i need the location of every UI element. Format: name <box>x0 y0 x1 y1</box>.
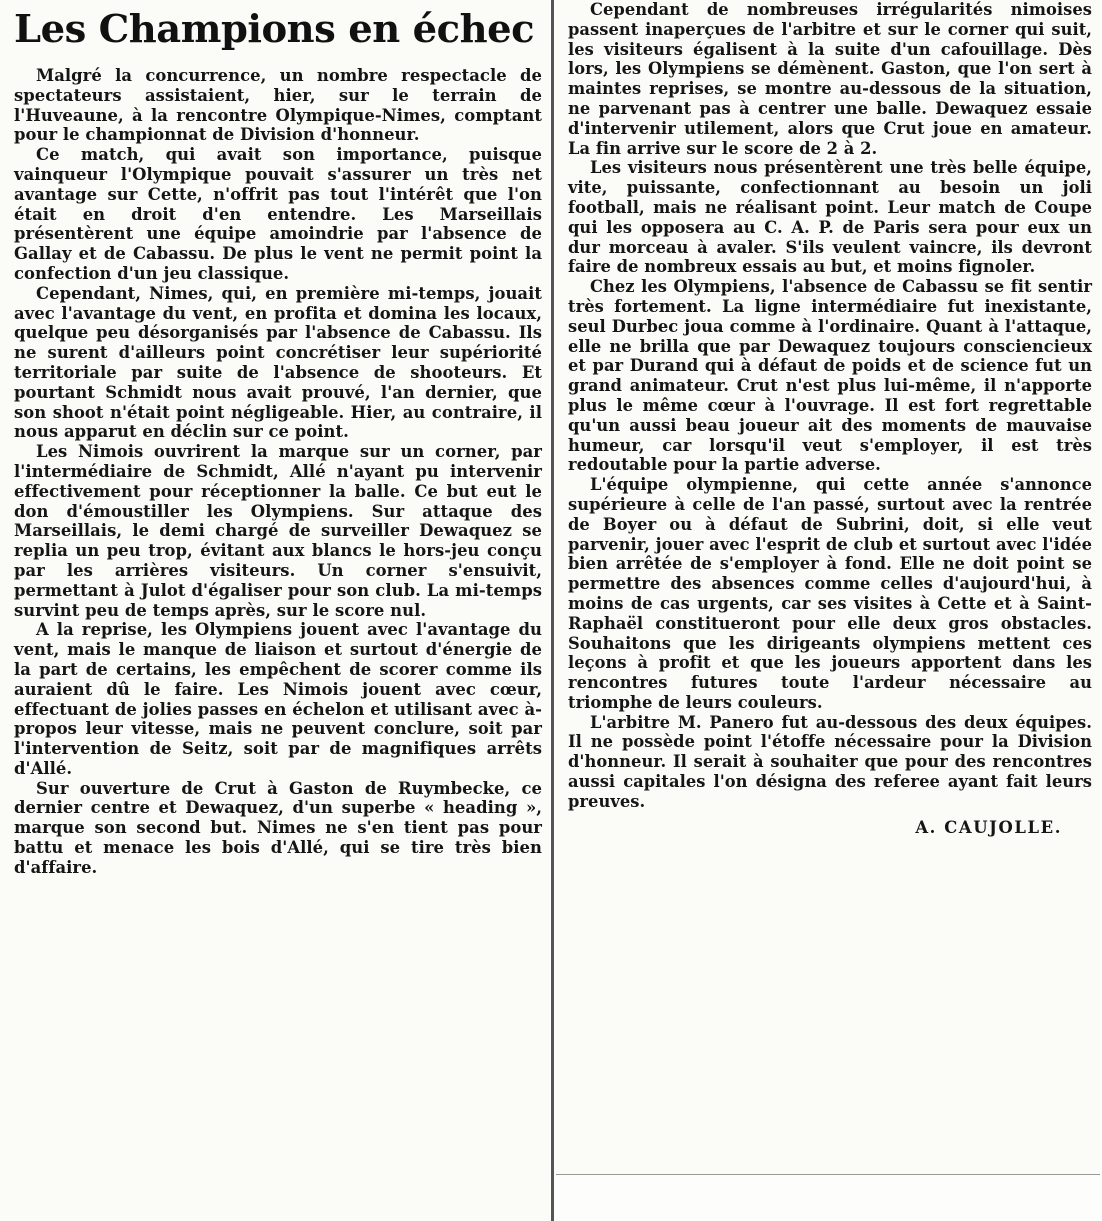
author-signature: A. CAUJOLLE. <box>915 817 1062 837</box>
left-column <box>0 0 550 1221</box>
headline: Les Champions en échec <box>14 7 535 52</box>
paragraph: Cependant, Nimes, qui, en première mi-temps, jouait avec l'avantage du vent, en profita et domina les locaux, quelque peu désorganisés par l'absence de Cabassu. Ils ne surent d'ailleurs point concrétiser leur supériorité territoriale par suite de l'absence de shooteurs. Et pourtant Schmidt nous avait prouvé, l'an dernier, que son shoot n'était point négligeable. Hier, au contraire, il nous apparut en déclin sur ce point. <box>14 283 542 442</box>
paragraph: L'arbitre M. Panero fut au-dessous des deux équipes. Il ne possède point l'étoffe nécessaire pour la Division d'honneur. Il serait à souhaiter que pour des rencontres aussi capitales l'on désigna des referee ayant fait leurs preuves. <box>568 712 1092 811</box>
paragraph: Chez les Olympiens, l'absence de Cabassu se fit sentir très fortement. La ligne intermédiaire fut inexistante, seul Durbec joua comme à l'ordinaire. Quant à l'attaque, elle ne brilla que par Dewaquez toujours consciencieux et par Durand qui à défaut de poids et de science fut un grand animateur. Crut n'est plus lui-même, il n'apporte plus le même cœur à l'ouvrage. Il est fort regrettable qu'un aussi beau joueur ait des moments de mauvaise humeur, car lorsqu'il veut s'employer, il est très redoutable pour la partie adverse. <box>568 277 1092 475</box>
paragraph: Ce match, qui avait son importance, puisque vainqueur l'Olympique pouvait s'assurer un très net avantage sur Cette, n'offrit pas tout l'intérêt que l'on était en droit d'en entendre. Les Marseillais présentèrent une équipe amoindrie par l'absence de Gallay et de Cabassu. De plus le vent ne permit point la confection d'un jeu classique. <box>14 145 542 283</box>
paragraph: Malgré la concurrence, un nombre respectacle de spectateurs assistaient, hier, sur le terrain de l'Huveaune, à la rencontre Olympique-Nimes, comptant pour le championnat de Division d'honneur. <box>14 66 542 145</box>
paragraph: Sur ouverture de Crut à Gaston de Ruymbecke, ce dernier centre et Dewaquez, d'un superbe « heading », marque son second but. Nimes ne s'en tient pas pour battu et menace les bois d'Allé, qui se tire très bien d'affaire. <box>14 778 542 877</box>
paragraph: L'équipe olympienne, qui cette année s'annonce supérieure à celle de l'an passé, surtout avec la rentrée de Boyer ou à défaut de Subrini, doit, si elle veut parvenir, jouer avec l'esprit de club et surtout avec l'idée bien arrêtée de s'employer à fond. Elle ne doit point se permettre des absences comme celles d'aujourd'hui, à moins de cas urgents, car ses visites à Cette et à Saint-Raphaël constitueront pour elle deux gros obstacles. Souhaitons que les dirigeants olympiens mettent ces leçons à profit et que les joueurs apportent dans les rencontres futures toute l'ardeur nécessaire au triomphe de leurs couleurs. <box>568 475 1092 712</box>
paragraph: Les visiteurs nous présentèrent une très belle équipe, vite, puissante, confectionnant au besoin un joli football, mais ne réalisant point. Leur match de Coupe qui les opposera au C. A. P. de Paris sera pour eux un dur morceau à avaler. S'ils veulent vaincre, ils devront faire de nombreux essais au but, et moins fignoler. <box>568 158 1092 277</box>
paragraph: Les Nimois ouvrirent la marque sur un corner, par l'intermédiaire de Schmidt, Allé n'ayant pu intervenir effectivement pour réceptionner la balle. Ce but eut le don d'émoustiller les Olympiens. Sur attaque des Marseillais, le demi chargé de surveiller Dewaquez se replia un peu trop, évitant aux blancs le hors-jeu conçu par les arrières visiteurs. Un corner s'ensuivit, permettant à Julot d'égaliser pour son club. La mi-temps survint peu de temps après, sur le score nul. <box>14 442 542 620</box>
column-rule <box>551 0 554 1221</box>
paragraph: A la reprise, les Olympiens jouent avec l'avantage du vent, mais le manque de liaison et surtout d'énergie de la part de certains, les empêchent de scorer comme ils auraient dû le faire. Les Nimois jouent avec cœur, effectuant de jolies passes en échelon et utilisant avec à-propos leur vitesse, mais ne peuvent conclure, soit par l'intervention de Seitz, soit par de magnifiques arrêts d'Allé. <box>14 620 542 778</box>
right-column <box>556 0 1100 1175</box>
paragraph: Cependant de nombreuses irrégularités nimoises passent inaperçues de l'arbitre et sur le corner qui suit, les visiteurs égalisent à la suite d'un cafouillage. Dès lors, les Olympiens se démènent. Gaston, que l'on sert à maintes reprises, se montre au-dessous de la situation, ne parvenant pas à centrer une balle. Dewaquez essaie d'intervenir utilement, alors que Crut joue en amateur. La fin arrive sur le score de 2 à 2. <box>568 0 1092 158</box>
